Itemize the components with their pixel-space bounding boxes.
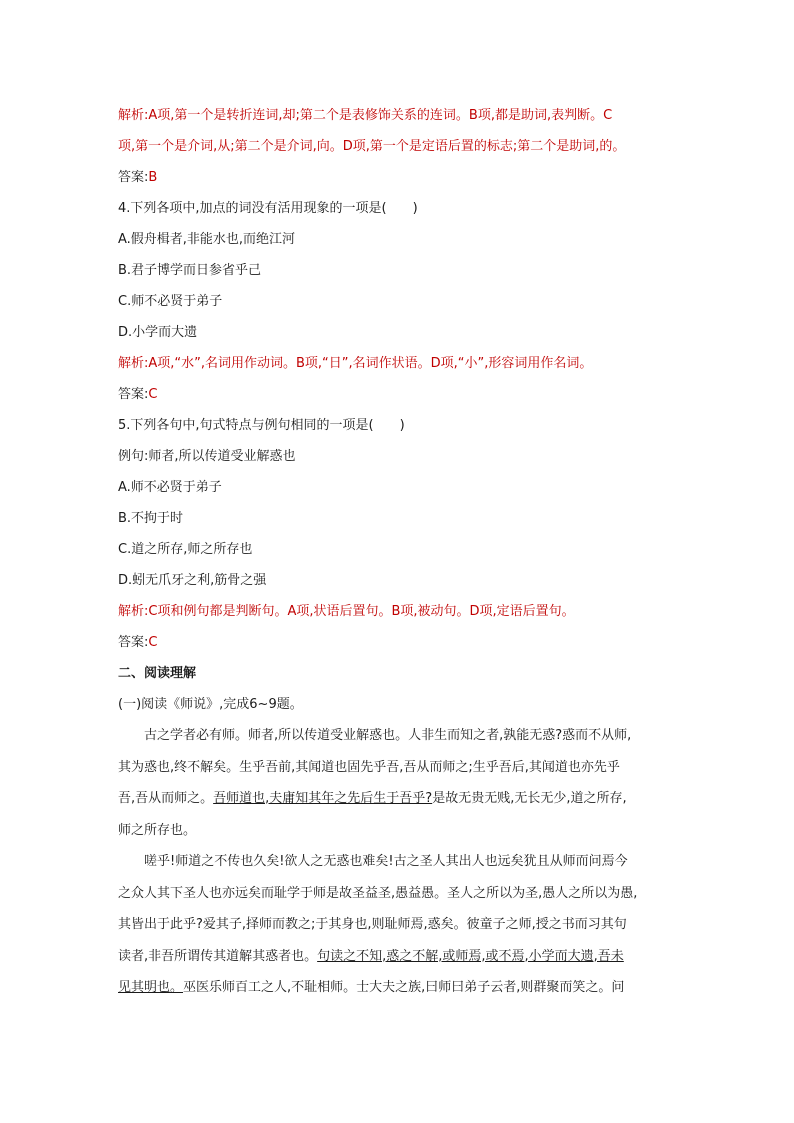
q5-analysis: 解析:C项和例句都是判断句。A项,状语后置句。B项,被动句。D项,定语后置句。: [118, 604, 575, 619]
answer-label: 答案:: [118, 635, 149, 650]
q5-option-b: B.不拘于时: [118, 511, 184, 526]
q4-stem: 4.下列各项中,加点的词没有活用现象的一项是( ): [118, 201, 418, 216]
passage-line: [118, 783, 688, 815]
underlined-sentence: 句读之不知,惑之不解,或师焉,或不焉,小学而大遗,吾未: [317, 948, 624, 964]
passage-line: 古之学者必有师。师者,所以传道受业解惑也。人非生而知之者,孰能无惑?惑而不从师,: [144, 728, 632, 743]
q3-analysis-line-1: 解析:A项,第一个是转折连词,却;第二个是表修饰关系的连词。B项,都是助词,表判断。C: [118, 108, 613, 123]
section-sub-heading: (一)阅读《师说》,完成6~9题。: [118, 697, 303, 712]
passage-line: 嗟乎!师道之不传也久矣!欲人之无惑也难矣!古之圣人其出人也远矣犹且从师而问焉今: [144, 854, 628, 869]
answer-label: 答案:: [118, 387, 149, 402]
q5-option-d: D.蚓无爪牙之利,筋骨之强: [118, 573, 267, 588]
passage-line: 其为惑也,终不解矣。生乎吾前,其闻道也固先乎吾,吾从而师之;生乎吾后,其闻道也亦先乎: [118, 759, 620, 775]
passage-line: 之众人其下圣人也亦远矣而耻学于师是故圣益圣,愚益愚。圣人之所以为圣,愚人之所以为愚,: [118, 885, 638, 901]
section-heading: 二、阅读理解: [118, 666, 197, 681]
q4-answer: [118, 379, 688, 410]
answer-label: 答案:: [118, 170, 149, 185]
underlined-sentence: 吾师道也,夫庸知其年之先后生于吾乎?: [213, 791, 433, 806]
underlined-sentence: 见其明也。: [118, 980, 184, 995]
q4-option-c: C.师不必贤于弟子: [118, 294, 223, 309]
q3-answer: [118, 162, 688, 193]
q5-stem: 5.下列各句中,句式特点与例句相同的一项是( ): [118, 418, 405, 433]
answer-value: B: [148, 170, 158, 185]
passage-paragraph-1: [118, 720, 688, 846]
passage-line: 师之所存也。: [118, 822, 197, 838]
passage-text: 读者,非吾所谓传其道解其惑者也。: [118, 948, 318, 964]
q4-option-d: D.小学而大遗: [118, 325, 198, 340]
q4-option-a: A.假舟楫者,非能水也,而绝江河: [118, 232, 296, 247]
q4-option-b: B.君子博学而日参省乎己: [118, 263, 262, 278]
document-body: [118, 100, 688, 1004]
q5-option-a: A.师不必贤于弟子: [118, 480, 222, 495]
passage-line: [118, 941, 688, 973]
passage-text: 巫医乐师百工之人,不耻相师。士大夫之族,曰师曰弟子云者,则群聚而笑之。问: [183, 980, 625, 995]
passage-text: 吾,吾从而师之。: [118, 791, 214, 806]
q5-example: 例句:师者,所以传道受业解惑也: [118, 449, 296, 464]
passage-line: 其皆出于此乎?爱其子,择师而教之;于其身也,则耻师焉,惑矣。彼童子之师,授之书而习其句: [118, 917, 627, 932]
q4-analysis: 解析:A项,“水”,名词用作动词。B项,“日”,名词作状语。D项,“小”,形容词用作名词。: [118, 356, 593, 371]
answer-value: C: [148, 635, 158, 650]
answer-value: C: [148, 387, 158, 402]
q5-answer: [118, 627, 688, 658]
passage-text: 是故无贵无贱,无长无少,道之所存,: [432, 791, 627, 806]
passage-line: [118, 972, 688, 1004]
passage-paragraph-2: [118, 846, 688, 1004]
q3-analysis-line-2: 项,第一个是介词,从;第二个是介词,向。D项,第一个是定语后置的标志;第二个是助词,的。: [118, 139, 626, 154]
q5-option-c: C.道之所存,师之所存也: [118, 542, 253, 557]
